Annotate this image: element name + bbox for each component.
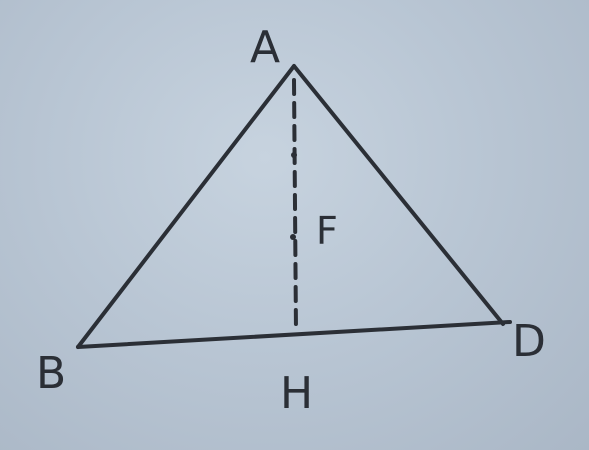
dot-mark (290, 234, 296, 240)
label-d: D (512, 316, 546, 367)
side-ab (78, 66, 294, 347)
label-h: H (280, 368, 314, 419)
side-ad (294, 66, 503, 324)
side-bd (78, 322, 510, 347)
dot-mark (291, 152, 297, 158)
label-b: B (36, 348, 67, 399)
label-a: A (250, 22, 281, 73)
label-f: F (316, 209, 338, 253)
altitude-ah (294, 80, 296, 332)
